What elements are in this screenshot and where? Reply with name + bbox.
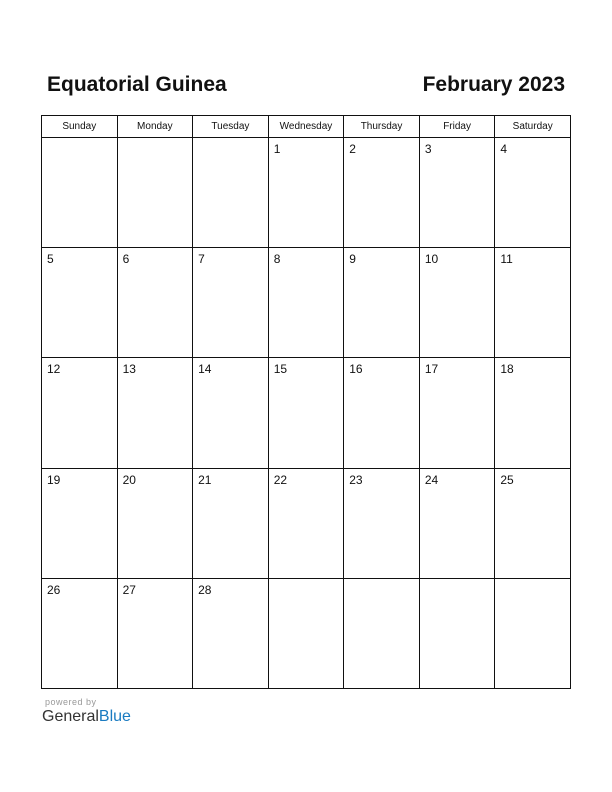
day-number: [420, 579, 495, 583]
day-number: 23: [349, 472, 363, 487]
brand-name-blue: Blue: [98, 708, 131, 725]
day-cell: [495, 578, 571, 688]
day-cell: [117, 468, 193, 578]
day-number: 15: [273, 362, 288, 377]
day-cell: [344, 138, 420, 248]
weekday-tuesday: Tuesday: [193, 116, 269, 138]
powered-by-text: powered by: [45, 697, 97, 707]
day-cell: [117, 248, 193, 358]
day-number: [118, 138, 193, 142]
day-cell: [117, 578, 193, 688]
day-cell: [419, 358, 495, 468]
day-cell: [495, 138, 571, 248]
day-number: 8: [273, 252, 281, 267]
country-title: Equatorial Guinea: [47, 73, 227, 96]
day-number: 19: [47, 472, 61, 487]
day-cell: [344, 578, 420, 688]
day-number: 16: [349, 362, 363, 377]
day-cell: [268, 358, 344, 468]
day-cell: [344, 248, 420, 358]
month-title: February 2023: [422, 73, 565, 96]
day-cell: [495, 248, 571, 358]
day-number: 10: [424, 252, 439, 267]
day-cell: [193, 578, 269, 688]
day-number: [344, 579, 419, 583]
day-cell: [193, 468, 269, 578]
day-number: 27: [122, 582, 136, 597]
weekday-sunday: Sunday: [42, 116, 118, 138]
day-cell: [42, 578, 118, 688]
weekday-friday: Friday: [419, 116, 495, 138]
day-cell: [495, 468, 571, 578]
day-cell: [419, 468, 495, 578]
day-cell: [344, 468, 420, 578]
day-cell: [193, 248, 269, 358]
day-cell: [193, 358, 269, 468]
week-row: [42, 468, 571, 578]
day-number: 3: [424, 142, 432, 156]
day-number: 4: [500, 142, 508, 156]
week-row: [42, 578, 571, 688]
day-number: 22: [273, 472, 288, 487]
day-number: 24: [424, 472, 439, 487]
calendar-grid: [41, 115, 571, 689]
day-number: [269, 579, 344, 583]
day-number: 5: [47, 252, 54, 267]
day-number: 18: [500, 362, 514, 377]
brand-footer: [42, 697, 131, 726]
day-cell: [268, 248, 344, 358]
weekday-wednesday: Wednesday: [268, 116, 344, 138]
day-number: 28: [198, 582, 212, 597]
day-number: 9: [349, 252, 356, 267]
brand-name-general: General: [42, 708, 99, 725]
day-number: 26: [47, 582, 61, 597]
brand-logo: [42, 708, 131, 726]
day-number: 20: [122, 472, 136, 487]
weekday-header-row: [42, 116, 571, 138]
day-number: 11: [500, 252, 513, 267]
day-number: 25: [500, 472, 514, 487]
week-row: [42, 358, 571, 468]
day-cell: [193, 138, 269, 248]
day-cell: [268, 138, 344, 248]
week-row: [42, 248, 571, 358]
day-number: 13: [122, 362, 136, 377]
day-number: 12: [47, 362, 61, 377]
day-cell: [42, 468, 118, 578]
day-cell: [419, 138, 495, 248]
day-cell: [268, 578, 344, 688]
day-number: 7: [198, 252, 205, 267]
day-cell: [42, 138, 118, 248]
day-cell: [117, 358, 193, 468]
day-number: [42, 138, 117, 142]
day-number: 2: [349, 142, 356, 156]
day-cell: [344, 358, 420, 468]
day-cell: [419, 578, 495, 688]
day-cell: [42, 248, 118, 358]
day-cell: [268, 468, 344, 578]
day-number: [193, 138, 268, 142]
calendar-header: [41, 70, 571, 100]
week-row: [42, 138, 571, 248]
day-cell: [419, 248, 495, 358]
weekday-monday: Monday: [117, 116, 193, 138]
day-number: 1: [273, 142, 281, 156]
day-number: 21: [198, 472, 212, 487]
day-cell: [495, 358, 571, 468]
day-number: 6: [122, 252, 130, 267]
weekday-thursday: Thursday: [344, 116, 420, 138]
day-cell: [117, 138, 193, 248]
weekday-saturday: Saturday: [495, 116, 571, 138]
day-number: [495, 579, 570, 583]
day-cell: [42, 358, 118, 468]
day-number: 14: [198, 362, 212, 377]
day-number: 17: [424, 362, 439, 377]
